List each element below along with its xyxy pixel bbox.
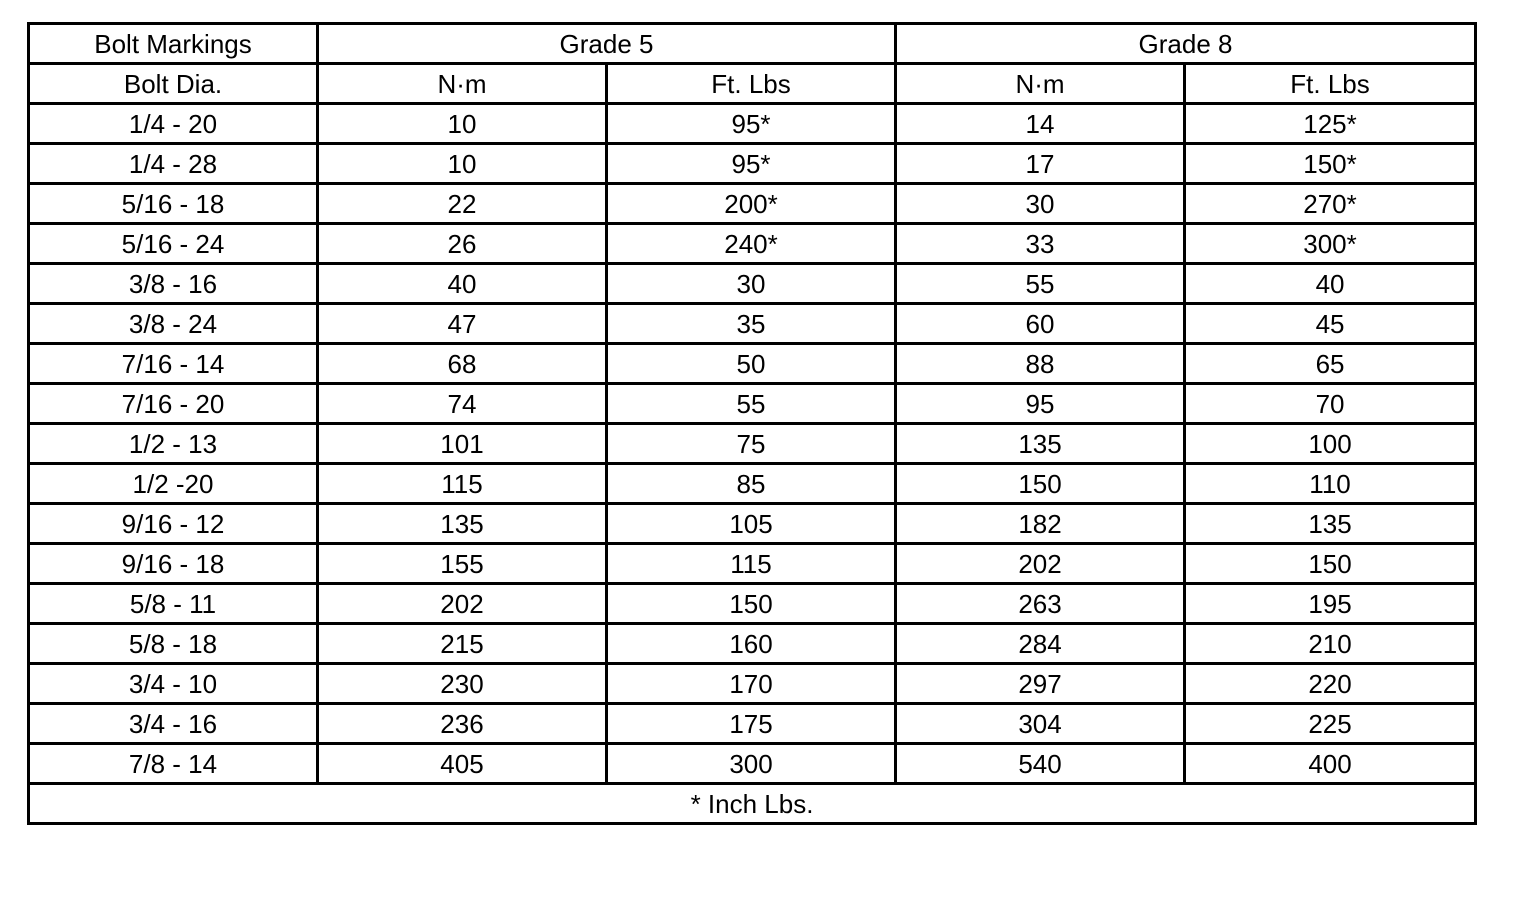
grade8-ftlbs-cell: 220: [1185, 664, 1476, 704]
table-row: [29, 304, 1476, 344]
table-row: [29, 264, 1476, 304]
grade5-nm-cell: 74: [318, 384, 607, 424]
bolt-torque-table: [27, 22, 1477, 825]
bolt-dia-cell: 3/8 - 24: [29, 304, 318, 344]
grade8-nm-cell: 95: [896, 384, 1185, 424]
grade5-ftlbs-cell: 85: [607, 464, 896, 504]
grade5-nm-cell: 68: [318, 344, 607, 384]
bolt-dia-cell: 1/4 - 20: [29, 104, 318, 144]
footnote-row: [29, 784, 1476, 824]
bolt-dia-cell: 5/16 - 24: [29, 224, 318, 264]
grade5-nm-cell: 135: [318, 504, 607, 544]
table-row: [29, 584, 1476, 624]
table-row: [29, 464, 1476, 504]
grade5-nm-cell: 47: [318, 304, 607, 344]
grade8-nm-cell: 55: [896, 264, 1185, 304]
bolt-markings-header: Bolt Markings: [29, 24, 318, 64]
grade8-ftlbs-header: Ft. Lbs: [1185, 64, 1476, 104]
bolt-dia-cell: 1/2 -20: [29, 464, 318, 504]
bolt-dia-cell: 7/16 - 20: [29, 384, 318, 424]
grade5-ftlbs-cell: 50: [607, 344, 896, 384]
header-row: [29, 24, 1476, 64]
table-row: [29, 544, 1476, 584]
grade8-nm-cell: 150: [896, 464, 1185, 504]
grade5-ftlbs-cell: 200*: [607, 184, 896, 224]
grade8-ftlbs-cell: 70: [1185, 384, 1476, 424]
grade5-nm-header: N·m: [318, 64, 607, 104]
footnote: * Inch Lbs.: [29, 784, 1476, 824]
grade5-nm-cell: 22: [318, 184, 607, 224]
grade5-ftlbs-cell: 150: [607, 584, 896, 624]
bolt-dia-cell: 9/16 - 12: [29, 504, 318, 544]
grade5-ftlbs-cell: 115: [607, 544, 896, 584]
grade8-ftlbs-cell: 400: [1185, 744, 1476, 784]
grade8-nm-cell: 14: [896, 104, 1185, 144]
subheader-row: [29, 64, 1476, 104]
grade8-ftlbs-cell: 45: [1185, 304, 1476, 344]
table-row: [29, 744, 1476, 784]
bolt-dia-cell: 1/2 - 13: [29, 424, 318, 464]
grade5-ftlbs-header: Ft. Lbs: [607, 64, 896, 104]
grade8-nm-cell: 30: [896, 184, 1185, 224]
grade8-ftlbs-cell: 110: [1185, 464, 1476, 504]
grade5-nm-cell: 155: [318, 544, 607, 584]
grade5-ftlbs-cell: 95*: [607, 144, 896, 184]
grade5-ftlbs-cell: 30: [607, 264, 896, 304]
grade5-nm-cell: 101: [318, 424, 607, 464]
grade5-nm-cell: 405: [318, 744, 607, 784]
grade8-nm-cell: 135: [896, 424, 1185, 464]
bolt-dia-cell: 9/16 - 18: [29, 544, 318, 584]
grade8-ftlbs-cell: 150*: [1185, 144, 1476, 184]
bolt-dia-cell: 5/8 - 11: [29, 584, 318, 624]
grade5-ftlbs-cell: 95*: [607, 104, 896, 144]
grade8-nm-cell: 304: [896, 704, 1185, 744]
bolt-dia-cell: 1/4 - 28: [29, 144, 318, 184]
grade5-nm-cell: 40: [318, 264, 607, 304]
grade8-ftlbs-cell: 65: [1185, 344, 1476, 384]
grade5-ftlbs-cell: 170: [607, 664, 896, 704]
grade8-nm-cell: 284: [896, 624, 1185, 664]
grade5-nm-cell: 26: [318, 224, 607, 264]
table-row: [29, 424, 1476, 464]
bolt-dia-header: Bolt Dia.: [29, 64, 318, 104]
table-row: [29, 224, 1476, 264]
grade8-ftlbs-cell: 195: [1185, 584, 1476, 624]
bolt-dia-cell: 5/8 - 18: [29, 624, 318, 664]
bolt-dia-cell: 3/4 - 16: [29, 704, 318, 744]
grade8-ftlbs-cell: 150: [1185, 544, 1476, 584]
grade8-nm-header: N·m: [896, 64, 1185, 104]
grade8-ftlbs-cell: 135: [1185, 504, 1476, 544]
grade8-ftlbs-cell: 125*: [1185, 104, 1476, 144]
table-row: [29, 344, 1476, 384]
table-row: [29, 184, 1476, 224]
table-row: [29, 504, 1476, 544]
grade5-ftlbs-cell: 55: [607, 384, 896, 424]
grade5-ftlbs-cell: 240*: [607, 224, 896, 264]
grade8-ftlbs-cell: 40: [1185, 264, 1476, 304]
grade5-header: Grade 5: [318, 24, 896, 64]
grade5-nm-cell: 230: [318, 664, 607, 704]
table-row: [29, 384, 1476, 424]
grade8-nm-cell: 182: [896, 504, 1185, 544]
bolt-dia-cell: 5/16 - 18: [29, 184, 318, 224]
grade8-ftlbs-cell: 300*: [1185, 224, 1476, 264]
grade8-nm-cell: 202: [896, 544, 1185, 584]
grade5-nm-cell: 236: [318, 704, 607, 744]
table-row: [29, 624, 1476, 664]
grade5-ftlbs-cell: 105: [607, 504, 896, 544]
grade5-ftlbs-cell: 175: [607, 704, 896, 744]
grade5-ftlbs-cell: 35: [607, 304, 896, 344]
table-row: [29, 104, 1476, 144]
grade5-nm-cell: 115: [318, 464, 607, 504]
bolt-dia-cell: 3/8 - 16: [29, 264, 318, 304]
grade8-nm-cell: 60: [896, 304, 1185, 344]
grade5-nm-cell: 10: [318, 104, 607, 144]
table-row: [29, 704, 1476, 744]
grade5-nm-cell: 215: [318, 624, 607, 664]
grade5-nm-cell: 10: [318, 144, 607, 184]
grade5-ftlbs-cell: 75: [607, 424, 896, 464]
bolt-dia-cell: 3/4 - 10: [29, 664, 318, 704]
grade8-ftlbs-cell: 270*: [1185, 184, 1476, 224]
bolt-dia-cell: 7/8 - 14: [29, 744, 318, 784]
grade5-nm-cell: 202: [318, 584, 607, 624]
grade8-nm-cell: 33: [896, 224, 1185, 264]
table-row: [29, 664, 1476, 704]
grade8-nm-cell: 263: [896, 584, 1185, 624]
grade8-nm-cell: 540: [896, 744, 1185, 784]
grade8-header: Grade 8: [896, 24, 1476, 64]
grade8-ftlbs-cell: 100: [1185, 424, 1476, 464]
grade8-ftlbs-cell: 210: [1185, 624, 1476, 664]
grade8-ftlbs-cell: 225: [1185, 704, 1476, 744]
grade5-ftlbs-cell: 160: [607, 624, 896, 664]
grade8-nm-cell: 88: [896, 344, 1185, 384]
grade8-nm-cell: 17: [896, 144, 1185, 184]
bolt-dia-cell: 7/16 - 14: [29, 344, 318, 384]
grade5-ftlbs-cell: 300: [607, 744, 896, 784]
table-row: [29, 144, 1476, 184]
grade8-nm-cell: 297: [896, 664, 1185, 704]
